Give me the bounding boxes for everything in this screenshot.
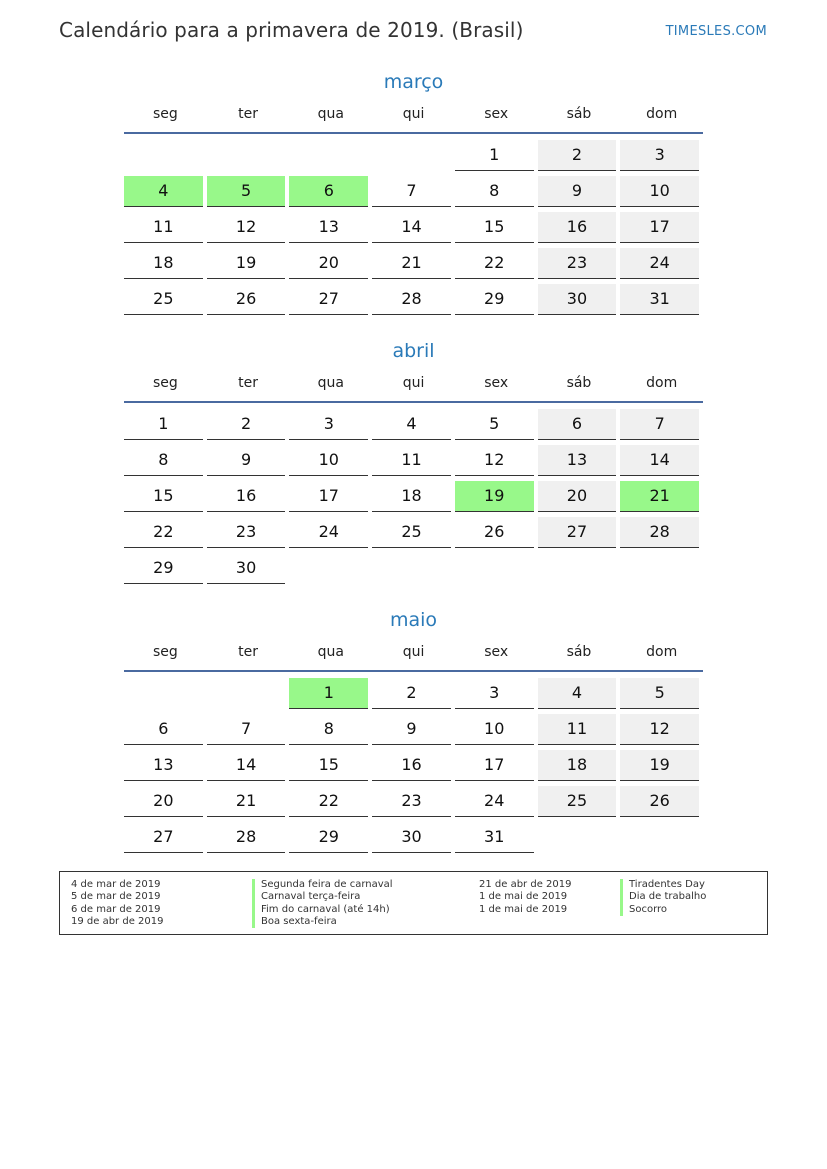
day-cell: 31 (620, 284, 699, 315)
day-cell: 12 (620, 714, 699, 745)
weekday-label: ter (238, 644, 258, 660)
empty-day-cell (124, 140, 203, 170)
weekday-label: qui (402, 106, 425, 122)
day-cell: 19 (207, 248, 286, 279)
legend-holiday-name: Carnaval terça-feira (252, 891, 393, 903)
legend-holiday-name: Tiradentes Day (620, 879, 706, 891)
weekday-label: sex (484, 106, 509, 122)
legend-holiday-name: Boa sexta-feira (252, 916, 393, 928)
page-title: Calendário para a primavera de 2019. (Brasil) (59, 18, 524, 42)
day-cell: 7 (372, 176, 451, 207)
day-cell: 14 (620, 445, 699, 476)
day-cell: 17 (620, 212, 699, 243)
day-cell: 22 (289, 786, 368, 817)
day-cell: 3 (289, 409, 368, 440)
day-cell: 20 (538, 481, 617, 512)
weekday-label: sáb (566, 644, 592, 660)
day-cell: 27 (289, 284, 368, 315)
day-cell: 5 (620, 678, 699, 709)
day-cell: 24 (455, 786, 534, 817)
month-title: março (383, 71, 444, 93)
day-cell: 1 (455, 140, 534, 171)
day-cell: 29 (455, 284, 534, 315)
day-cell: 26 (620, 786, 699, 817)
month-calendar (124, 68, 703, 320)
day-cell: 6 (538, 409, 617, 440)
day-cell: 29 (124, 553, 203, 584)
empty-day-cell (455, 553, 534, 583)
day-cell: 1 (289, 678, 368, 709)
day-cell: 31 (455, 822, 534, 853)
day-cell: 16 (538, 212, 617, 243)
legend-date: 19 de abr de 2019 (71, 915, 164, 927)
day-cell: 24 (289, 517, 368, 548)
legend-date: 1 de mai de 2019 (479, 891, 568, 903)
weekday-header (124, 634, 703, 670)
day-cell: 10 (289, 445, 368, 476)
week-row (124, 786, 703, 822)
day-cell: 28 (620, 517, 699, 548)
weekday-label: qua (317, 375, 344, 391)
empty-day-cell (372, 140, 451, 170)
day-cell: 2 (372, 678, 451, 709)
weekday-label: dom (646, 375, 678, 391)
day-cell: 29 (289, 822, 368, 853)
day-cell: 21 (620, 481, 699, 512)
month-title: maio (389, 609, 438, 631)
week-row (124, 481, 703, 517)
day-cell: 17 (455, 750, 534, 781)
day-cell: 18 (372, 481, 451, 512)
weekday-label: dom (646, 106, 678, 122)
week-row (124, 140, 703, 176)
day-cell: 26 (207, 284, 286, 315)
legend-date: 21 de abr de 2019 (479, 879, 572, 890)
day-cell: 6 (289, 176, 368, 207)
day-cell: 28 (372, 284, 451, 315)
day-cell: 21 (372, 248, 451, 279)
empty-day-cell (207, 678, 286, 708)
weekday-label: ter (238, 106, 258, 122)
month-calendar (124, 337, 703, 589)
day-cell: 3 (620, 140, 699, 171)
day-cell: 13 (124, 750, 203, 781)
day-cell: 27 (124, 822, 203, 853)
day-cell: 15 (124, 481, 203, 512)
weekday-label: ter (238, 375, 258, 391)
day-cell: 25 (124, 284, 203, 315)
empty-day-cell (372, 553, 451, 583)
day-cell: 16 (372, 750, 451, 781)
holiday-legend (59, 871, 768, 935)
day-cell: 12 (455, 445, 534, 476)
day-cell: 30 (372, 822, 451, 853)
day-cell: 18 (538, 750, 617, 781)
day-cell: 4 (372, 409, 451, 440)
header-divider (124, 401, 703, 403)
weekday-label: qua (317, 644, 344, 660)
week-row (124, 750, 703, 786)
week-row (124, 517, 703, 553)
day-cell: 13 (289, 212, 368, 243)
month-calendar (124, 606, 703, 858)
day-cell: 14 (207, 750, 286, 781)
legend-holiday-name: Socorro (620, 904, 706, 916)
day-cell: 30 (538, 284, 617, 315)
day-cell: 8 (124, 445, 203, 476)
day-cell: 8 (289, 714, 368, 745)
legend-date: 6 de mar de 2019 (71, 903, 161, 915)
legend-date: 5 de mar de 2019 (71, 891, 161, 903)
brand-link[interactable]: TIMESLES.COM (665, 24, 767, 39)
week-row (124, 822, 703, 858)
week-row (124, 409, 703, 445)
day-cell: 16 (207, 481, 286, 512)
day-cell: 10 (620, 176, 699, 207)
day-cell: 1 (124, 409, 203, 440)
day-cell: 17 (289, 481, 368, 512)
legend-right-dates (479, 879, 571, 916)
day-cell: 25 (372, 517, 451, 548)
legend-left-names (252, 879, 393, 928)
day-cell: 4 (124, 176, 203, 207)
day-cell: 5 (455, 409, 534, 440)
day-cell: 28 (207, 822, 286, 853)
weekday-label: seg (152, 106, 178, 122)
week-row (124, 248, 703, 284)
week-row (124, 284, 703, 320)
weekday-header (124, 365, 703, 401)
week-row (124, 553, 703, 589)
legend-holiday-name: Segunda feira de carnaval (252, 879, 393, 891)
day-cell: 15 (289, 750, 368, 781)
legend-right-names (620, 879, 706, 916)
weekday-header (124, 96, 703, 132)
day-cell: 2 (538, 140, 617, 171)
day-cell: 7 (207, 714, 286, 745)
header-divider (124, 132, 703, 134)
day-cell: 24 (620, 248, 699, 279)
empty-day-cell (289, 553, 368, 583)
weekday-label: sáb (566, 106, 592, 122)
week-row (124, 445, 703, 481)
day-cell: 10 (455, 714, 534, 745)
day-cell: 9 (538, 176, 617, 207)
day-cell: 11 (124, 212, 203, 243)
weekday-label: dom (646, 644, 678, 660)
day-cell: 27 (538, 517, 617, 548)
day-cell: 15 (455, 212, 534, 243)
day-cell: 14 (372, 212, 451, 243)
day-cell: 19 (455, 481, 534, 512)
empty-day-cell (289, 140, 368, 170)
legend-date: 1 de mai de 2019 (479, 903, 568, 915)
day-cell: 30 (207, 553, 286, 584)
empty-day-cell (207, 140, 286, 170)
day-cell: 18 (124, 248, 203, 279)
day-cell: 9 (207, 445, 286, 476)
week-row (124, 678, 703, 714)
day-cell: 21 (207, 786, 286, 817)
day-cell: 5 (207, 176, 286, 207)
legend-date: 4 de mar de 2019 (71, 879, 161, 890)
weekday-label: sáb (566, 375, 592, 391)
empty-day-cell (538, 822, 617, 852)
legend-holiday-name: Fim do carnaval (até 14h) (252, 904, 393, 916)
empty-day-cell (538, 553, 617, 583)
week-row (124, 176, 703, 212)
weekday-label: seg (152, 375, 178, 391)
month-title: abril (392, 340, 435, 362)
empty-day-cell (620, 553, 699, 583)
week-row (124, 212, 703, 248)
day-cell: 7 (620, 409, 699, 440)
day-cell: 12 (207, 212, 286, 243)
day-cell: 22 (124, 517, 203, 548)
day-cell: 3 (455, 678, 534, 709)
day-cell: 23 (372, 786, 451, 817)
day-cell: 23 (207, 517, 286, 548)
day-cell: 11 (372, 445, 451, 476)
header-divider (124, 670, 703, 672)
weekday-label: seg (152, 644, 178, 660)
weekday-label: sex (484, 375, 509, 391)
empty-day-cell (124, 678, 203, 708)
weekday-label: sex (484, 644, 509, 660)
day-cell: 8 (455, 176, 534, 207)
empty-day-cell (620, 822, 699, 852)
day-cell: 9 (372, 714, 451, 745)
day-cell: 20 (124, 786, 203, 817)
weekday-label: qua (317, 106, 344, 122)
day-cell: 4 (538, 678, 617, 709)
day-cell: 11 (538, 714, 617, 745)
day-cell: 20 (289, 248, 368, 279)
day-cell: 25 (538, 786, 617, 817)
day-cell: 2 (207, 409, 286, 440)
day-cell: 13 (538, 445, 617, 476)
day-cell: 23 (538, 248, 617, 279)
weekday-label: qui (402, 644, 425, 660)
week-row (124, 714, 703, 750)
day-cell: 6 (124, 714, 203, 745)
legend-left-dates (71, 879, 163, 928)
day-cell: 22 (455, 248, 534, 279)
day-cell: 19 (620, 750, 699, 781)
day-cell: 26 (455, 517, 534, 548)
legend-holiday-name: Dia de trabalho (620, 891, 706, 903)
weekday-label: qui (402, 375, 425, 391)
